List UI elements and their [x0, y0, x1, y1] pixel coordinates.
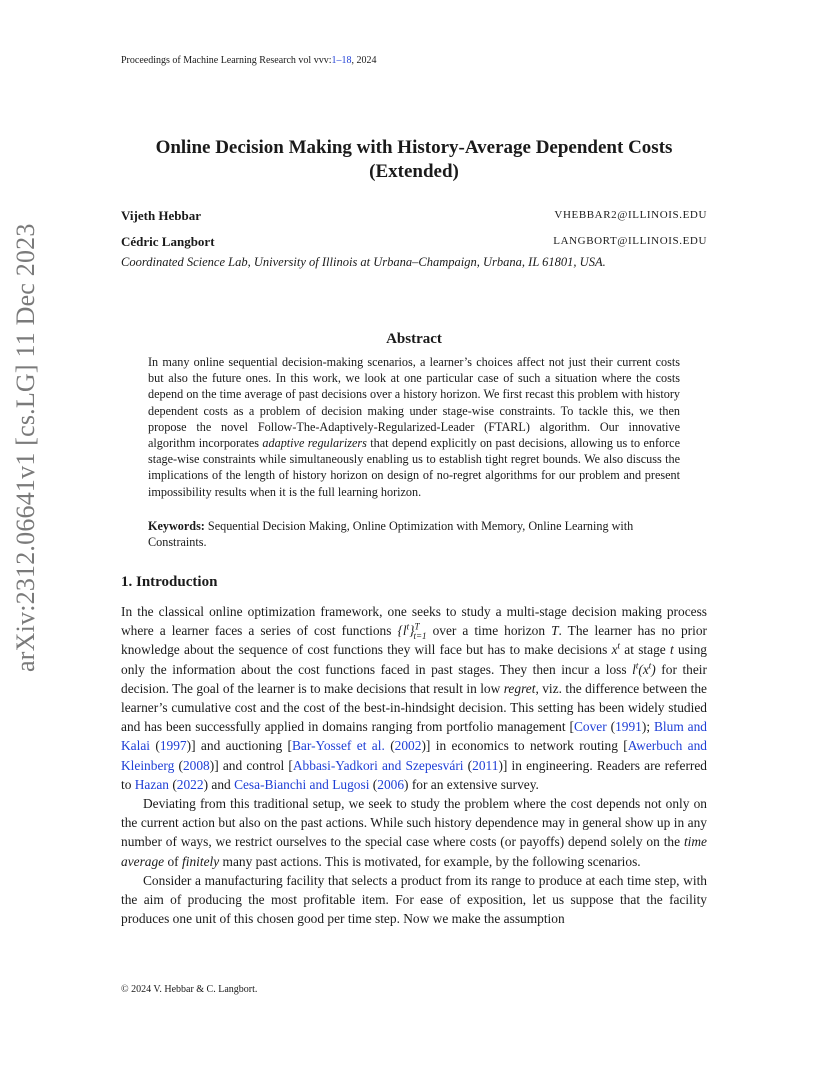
- text-run: ] and control [: [214, 757, 293, 773]
- emphasis: time average: [121, 834, 707, 869]
- arxiv-sidebar-stamp: arXiv:2312.06641v1 [cs.LG] 11 Dec 2023: [11, 223, 40, 672]
- citation-link[interactable]: Hazan: [134, 776, 169, 792]
- citation-year-link[interactable]: 2002: [394, 738, 422, 754]
- abstract-text: that depend explicitly on past decisions, allowing us to enforce stage-wise constraints while simultaneously enabling us to establish tight regret bounds. We also discuss the implications of the length of history horizon on design of no-regret algorithms for our problem and present impossibility results when it is the full learning horizon.: [148, 436, 680, 499]
- paragraph: In the classical online optimization framework, one seeks to study a multi-stage decision making process where a learner faces a series of cost functions $\{l^t\}^T_{t=1}$ over a time horizon T. The learner has no prior knowledge about the sequence of cost functions they will face but has to make decisions $x^t$ at stage t using only the information about the cost functions faced in past stages. They then incur a loss $l^t(x^t)$ for their decision. The goal of the learner is to make decisions that result in low regret, viz. the difference between the learner’s cumulative cost and the cost of the best-in-hindsight decision. This setting has been widely studied and has been successfully applied in domains ranging from portfolio management [Cover (1991); Blum and Kalai (1997)] and auctioning [Bar-Yossef et al. (2002)] in economics to network routing [Awerbuch and Kleinberg (2008)] and control [Abbasi-Yadkori and Szepesvári (2011)] in engineering. Readers are referred to Hazan (2022) and Cesa-Bianchi and Lugosi (2006) for an extensive survey.: [121, 604, 708, 792]
- emphasis: finitely: [182, 853, 220, 869]
- text-run: for an extensive survey.: [408, 776, 539, 792]
- title-line-2: (Extended): [369, 161, 459, 182]
- text-run: for their decision. The goal of the learner is to make decisions that result in low: [121, 661, 707, 696]
- text-run: Deviating from this traditional setup, we seek to study the problem where the cost depends not only on the current action but also on the past actions. While such history dependence may in general show up in any number of ways, we restrict ourselves to the special case where costs (or payoffs) depend solely on the: [121, 796, 707, 850]
- copyright-footer: © 2024 V. Hebbar & C. Langbort.: [121, 984, 258, 995]
- text-run: ] and auctioning [: [191, 738, 292, 754]
- pages-link[interactable]: 1–18: [331, 55, 352, 66]
- text-run: In the classical online optimization framework, one seeks to study a multi-stage decision making process where a learner faces a series of cost functions: [121, 604, 707, 639]
- section-heading: 1. Introduction: [121, 574, 218, 590]
- text-run: and: [208, 776, 235, 792]
- math-loss: $l^t(x^t)$: [632, 660, 656, 677]
- citation-year-link[interactable]: 2011: [472, 757, 499, 773]
- citation-link[interactable]: Bar-Yossef et al.: [292, 738, 385, 754]
- title-line-1: Online Decision Making with History-Average Dependent Costs: [155, 137, 673, 158]
- author-row-2: [121, 234, 707, 250]
- citation-year-link[interactable]: 2022: [176, 776, 204, 792]
- text-run: ] in engineering. Readers are referred to: [121, 757, 708, 792]
- text-run: ] in economics to network routing [: [425, 738, 628, 754]
- citation-year-link[interactable]: 2008: [182, 757, 210, 773]
- author-row-1: [121, 208, 707, 224]
- author-email: LANGBORT@ILLINOIS.EDU: [553, 235, 707, 247]
- paragraph: [121, 794, 707, 871]
- abstract-heading: Abstract: [386, 331, 442, 347]
- author-name: Cédric Langbort: [121, 234, 215, 249]
- citation-link[interactable]: Awerbuch and Kleinberg: [121, 738, 707, 773]
- paper-title: [121, 136, 707, 184]
- text-run: , viz. the difference between the learner’s cumulative cost and the cost of the best-in-hindsight decision. This setting has been widely studied and has been successfully applied in domains ranging from portfolio management [: [121, 680, 707, 735]
- text-run: using only the information about the cost functions faced in past stages. They then incur a loss: [121, 642, 707, 677]
- citation-year-link[interactable]: 2006: [377, 776, 405, 792]
- math-t: t: [669, 642, 674, 658]
- math-T: T: [551, 623, 559, 639]
- text-run: . The learner has no prior knowledge about the sequence of cost functions they will face but has to make decisions: [121, 623, 707, 658]
- journal-name: Proceedings of Machine Learning Research vol vvv:: [121, 55, 332, 66]
- abstract-body: [148, 354, 680, 500]
- body-text: [121, 602, 707, 928]
- affiliation: Coordinated Science Lab, University of Illinois at Urbana–Champaign, Urbana, IL 61801, USA.: [121, 255, 606, 269]
- text-run: many past actions. This is motivated, for example, by the following scenarios.: [219, 853, 641, 869]
- header-year: , 2024: [351, 55, 377, 66]
- emphasis: regret: [503, 680, 536, 696]
- abstract-text: In many online sequential decision-making scenarios, a learner’s choices affect not just their current costs but also the future ones. In this work, we look at one particular case of such a situation where the costs depend on the time average of past decisions over a history horizon. We first recast this problem with history dependent costs as a problem of decision making under stage-wise constraints. To tackle this, we then propose the novel Follow-The-Adaptively-Regularized-Leader (FTARL) algorithm. Our innovative algorithm incorporates: [148, 355, 680, 451]
- citation-link[interactable]: Cesa-Bianchi and Lugosi: [234, 776, 370, 792]
- citation-link[interactable]: Cover: [573, 719, 607, 735]
- math-x-t: $x^t$: [611, 640, 621, 658]
- paragraph: Consider a manufacturing facility that selects a product from its range to produce at each time step, with the aim of producing the most profitable item. For ease of exposition, let us suppose that the facility produces one unit of this chosen good per time step. Now we make the assumption: [121, 872, 707, 927]
- keywords: [148, 518, 680, 550]
- keywords-label: Keywords:: [148, 519, 205, 533]
- keywords-text: Sequential Decision Making, Online Optimization with Memory, Online Learning with Constraints.: [148, 519, 634, 550]
- text-run: at stage: [620, 642, 670, 658]
- citation-link[interactable]: Abbasi-Yadkori and Szepesvári: [292, 757, 464, 773]
- author-email: VHEBBAR2@ILLINOIS.EDU: [554, 209, 707, 221]
- citation-year-link[interactable]: 1997: [159, 738, 187, 754]
- text-run: over a time horizon: [426, 623, 552, 639]
- text-run: of: [164, 853, 182, 869]
- citation-link[interactable]: Blum and Kalai: [121, 719, 707, 754]
- author-name: Vijeth Hebbar: [121, 208, 202, 223]
- math-cost-sequence: $\{l^t\}^T_{t=1}$: [397, 621, 427, 641]
- abstract-emphasis: adaptive regularizers: [262, 436, 367, 451]
- citation-year-link[interactable]: 1991: [615, 719, 642, 735]
- running-header: [121, 55, 377, 66]
